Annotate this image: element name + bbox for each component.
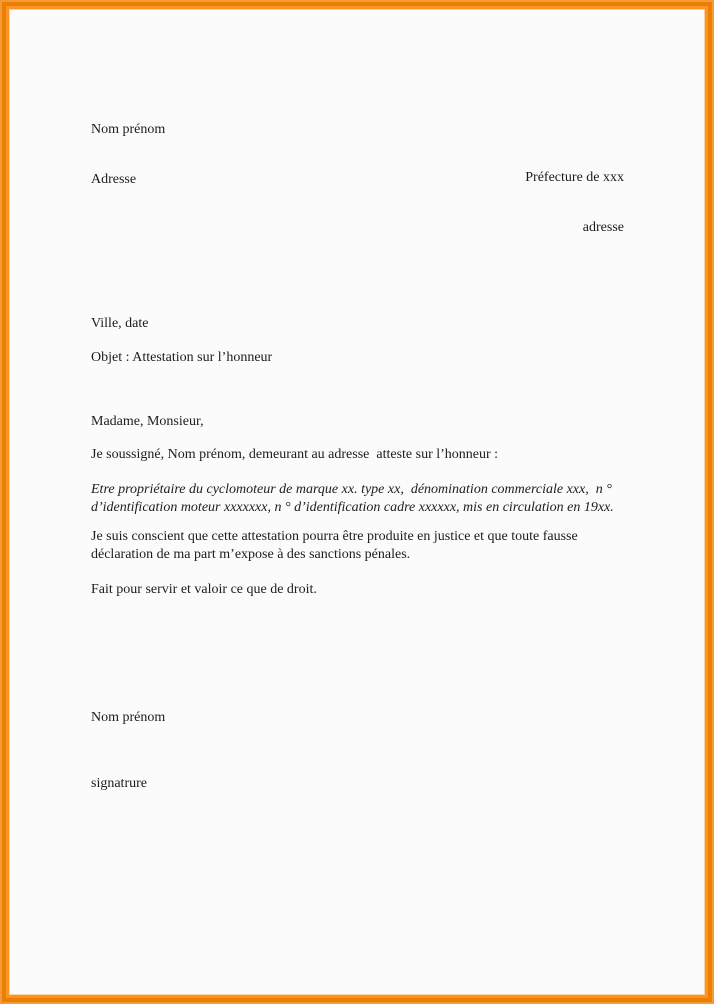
sender-block bbox=[91, 89, 165, 221]
subject-line: Objet : Attestation sur l’honneur bbox=[91, 350, 273, 365]
declaration-paragraph: Etre propriétaire du cyclomoteur de marque xx. type xx, dénomination commerciale xxx, n ° d’identification moteur xxxxxxx, n ° d’identification cadre xxxxxx, mis en circulation en 19xx. bbox=[91, 482, 616, 515]
letter-page bbox=[10, 10, 704, 994]
warning-paragraph: Je suis conscient que cette attestation pourra être produite en justice et que toute fausse déclaration de ma part m’expose à des sanctions pénales. bbox=[91, 529, 582, 562]
closing-line: Fait pour servir et valoir ce que de droit. bbox=[91, 582, 317, 597]
intro-paragraph: Je soussigné, Nom prénom, demeurant au adresse atteste sur l’honneur : bbox=[91, 447, 499, 462]
sender-address: Adresse bbox=[91, 171, 137, 187]
page-border-inner bbox=[6, 6, 708, 998]
salutation-line: Madame, Monsieur, bbox=[91, 414, 204, 429]
page-border-mid bbox=[2, 2, 712, 1002]
recipient-name: Préfecture de xxx bbox=[525, 170, 624, 185]
city-date-line: Ville, date bbox=[91, 316, 149, 331]
sender-name: Nom prénom bbox=[91, 122, 166, 137]
signature-name: Nom prénom bbox=[91, 710, 166, 725]
signature-label: signatrure bbox=[91, 776, 147, 791]
page-border-pale bbox=[9, 9, 705, 995]
recipient-block bbox=[525, 137, 624, 269]
recipient-address: adresse bbox=[582, 219, 624, 235]
